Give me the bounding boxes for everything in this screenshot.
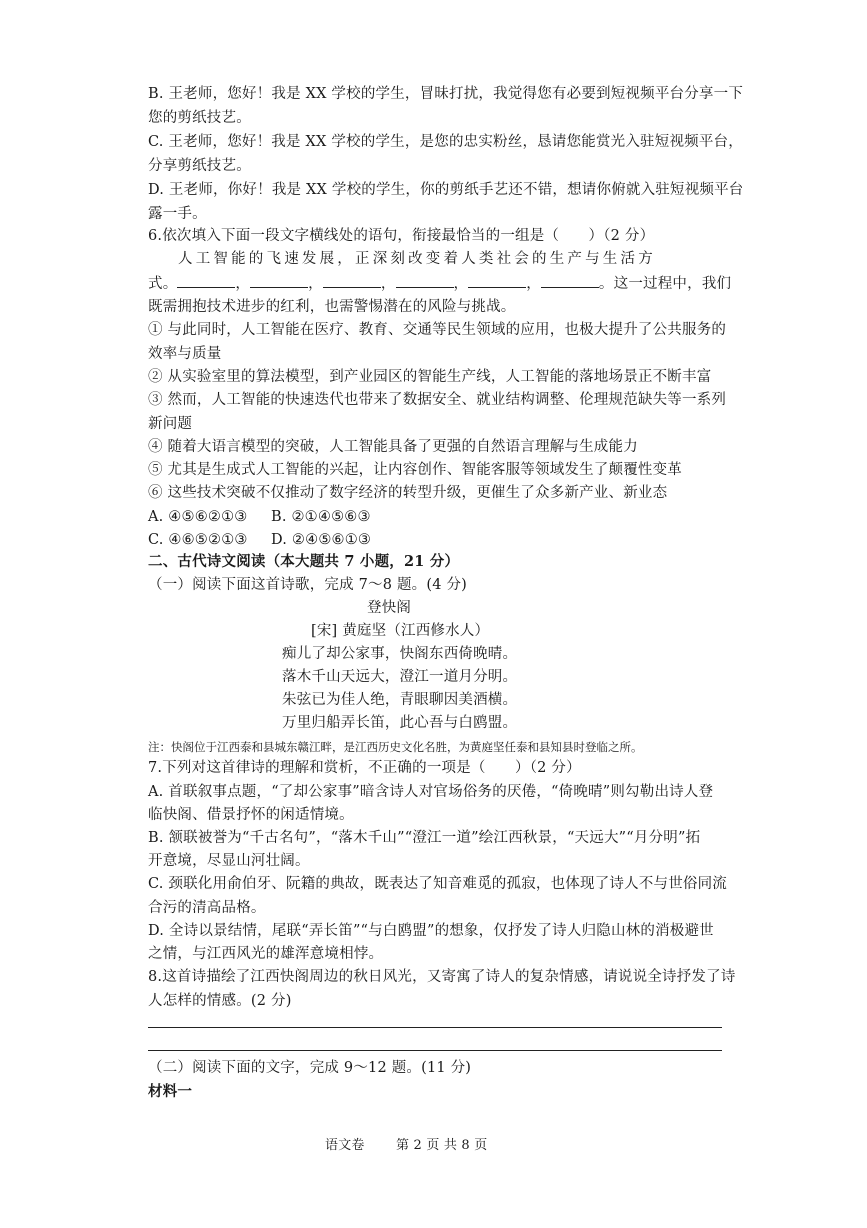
poem-title: 登快阁 bbox=[367, 600, 412, 616]
q6-option-d: D. ②④⑤⑥①③ bbox=[271, 532, 372, 548]
q5-option-b-line1: B. 王老师，您好！我是 XX 学校的学生，冒昧打扰，我觉得您有必要到短视频平台分享一下 bbox=[148, 86, 744, 102]
q6-option-c: C. ④⑥⑤②①③ bbox=[148, 532, 248, 548]
q6-item-1-line1: ① 与此同时，人工智能在医疗、教育、交通等民生领域的应用，也极大提升了公共服务的 bbox=[148, 322, 727, 338]
part1-instruction: （一）阅读下面这首诗歌，完成 7～8 题。(4 分) bbox=[148, 577, 468, 593]
q7-option-c-line1: C. 颈联化用俞伯牙、阮籍的典故，既表达了知音难觅的孤寂，也体现了诗人不与世俗同流 bbox=[148, 876, 727, 892]
q6-item-2: ② 从实验室里的算法模型，到产业园区的智能生产线，人工智能的落地场景正不断丰富 bbox=[148, 369, 712, 385]
q5-option-b-line2: 您的剪纸技艺。 bbox=[148, 110, 251, 126]
q6-blank-sep-3: ， bbox=[380, 276, 396, 292]
poem-line-2: 落木千山天远大，澄江一道月分明。 bbox=[282, 669, 518, 685]
q7-option-a-line2: 临快阁、借景抒怀的闲适情境。 bbox=[148, 807, 354, 823]
q6-item-1-line2: 效率与质量 bbox=[148, 346, 222, 362]
q5-option-d-line1: D. 王老师，你好！我是 XX 学校的学生，你的剪纸手艺还不错，想请你俯就入驻短视频平台 bbox=[148, 182, 744, 198]
q6-passage-line2 bbox=[148, 273, 731, 294]
q6-blank-3 bbox=[323, 273, 381, 288]
q7-option-b-line2: 开意境，尽显山河壮阔。 bbox=[148, 853, 310, 869]
q6-item-3-line2: 新问题 bbox=[148, 416, 193, 432]
answer-line-1 bbox=[148, 1027, 722, 1028]
q6-item-3-line1: ③ 然而，人工智能的快速迭代也带来了数据安全、就业结构调整、伦理规范缺失等一系列 bbox=[148, 392, 727, 408]
poem-line-4: 万里归船弄长笛，此心吾与白鸥盟。 bbox=[282, 715, 518, 731]
q7-option-c-line2: 合污的清高品格。 bbox=[148, 900, 266, 916]
q7-stem: 7.下列对这首律诗的理解和赏析，不正确的一项是（ ）（2 分） bbox=[148, 760, 581, 776]
q6-passage-suffix: 。这一过程中，我们 bbox=[598, 276, 732, 292]
q7-option-d-line1: D. 全诗以景结情，尾联“弄长笛”“与白鸥盟”的想象，仅抒发了诗人归隐山林的消极避世 bbox=[148, 923, 714, 939]
material-heading: 材料一 bbox=[148, 1083, 193, 1100]
q6-blank-1 bbox=[177, 273, 235, 288]
q7-option-b-line1: B. 颔联被誉为“千古名句”，“落木千山”“澄江一道”绘江西秋景，“天远大”“月分明”拓 bbox=[148, 830, 701, 846]
q6-blank-sep-2: ， bbox=[308, 276, 323, 292]
q6-blank-sep-1: ， bbox=[235, 276, 251, 292]
footer-subject: 语文卷 bbox=[325, 1138, 365, 1153]
q6-stem: 6.依次填入下面一段文字横线处的语句，衔接最恰当的一组是（ ）（2 分） bbox=[148, 228, 655, 244]
q6-blank-sep-5: ， bbox=[526, 276, 541, 292]
q7-option-d-line2: 之情，与江西风光的雄浑意境相悖。 bbox=[148, 946, 384, 962]
q8-stem-line2: 人怎样的情感。(2 分) bbox=[148, 993, 292, 1009]
q6-passage-line1: 人工智能的飞速发展，正深刻改变着人类社会的生产与生活方 bbox=[178, 251, 656, 267]
q6-passage-prefix: 式。 bbox=[148, 276, 178, 292]
part2-instruction: （二）阅读下面的文字，完成 9～12 题。(11 分) bbox=[148, 1060, 472, 1076]
q8-stem-line1: 8.这首诗描绘了江西快阁周边的秋日风光，又寄寓了诗人的复杂情感，请说说全诗抒发了诗 bbox=[148, 969, 736, 985]
q6-blank-6 bbox=[541, 273, 599, 288]
q6-blank-5 bbox=[468, 273, 526, 288]
answer-line-2 bbox=[148, 1050, 722, 1051]
poem-line-1: 痴儿了却公家事，快阁东西倚晚晴。 bbox=[282, 646, 518, 662]
q5-option-c-line2: 分享剪纸技艺。 bbox=[148, 158, 251, 174]
footer-page-number: 第 2 页 共 8 页 bbox=[396, 1138, 488, 1153]
q6-option-a: A. ④⑤⑥②①③ bbox=[148, 509, 248, 525]
q5-option-d-line2: 露一手。 bbox=[148, 206, 207, 222]
q6-passage-line3: 既需拥抱技术进步的红利，也需警惕潜在的风险与挑战。 bbox=[148, 299, 516, 315]
q6-blank-sep-4: ， bbox=[453, 276, 469, 292]
q7-option-a-line1: A. 首联叙事点题，“了却公家事”暗含诗人对官场俗务的厌倦，“倚晚晴”则勾勒出诗人登 bbox=[148, 784, 714, 800]
poem-note: 注：快阁位于江西泰和县城东赣江畔，是江西历史文化名胜，为黄庭坚任泰和县知县时登临之所。 bbox=[148, 740, 643, 754]
poem-author: [宋] 黄庭坚（江西修水人） bbox=[311, 623, 490, 639]
poem-line-3: 朱弦已为佳人绝，青眼聊因美酒横。 bbox=[282, 692, 518, 708]
q6-option-b: B. ②①④⑤⑥③ bbox=[271, 509, 371, 525]
section-heading: 二、古代诗文阅读（本大题共 7 小题，21 分） bbox=[148, 553, 460, 570]
q6-blank-2 bbox=[250, 273, 308, 288]
q6-blank-4 bbox=[396, 273, 454, 288]
q6-item-5: ⑤ 尤其是生成式人工智能的兴起，让内容创作、智能客服等领域发生了颠覆性变革 bbox=[148, 462, 683, 478]
q6-item-6: ⑥ 这些技术突破不仅推动了数字经济的转型升级，更催生了众多新产业、新业态 bbox=[148, 485, 668, 501]
q6-item-4: ④ 随着大语言模型的突破，人工智能具备了更强的自然语言理解与生成能力 bbox=[148, 439, 638, 455]
q5-option-c-line1: C. 王老师，您好！我是 XX 学校的学生，是您的忠实粉丝，恳请您能赏光入驻短视频平台， bbox=[148, 134, 743, 150]
